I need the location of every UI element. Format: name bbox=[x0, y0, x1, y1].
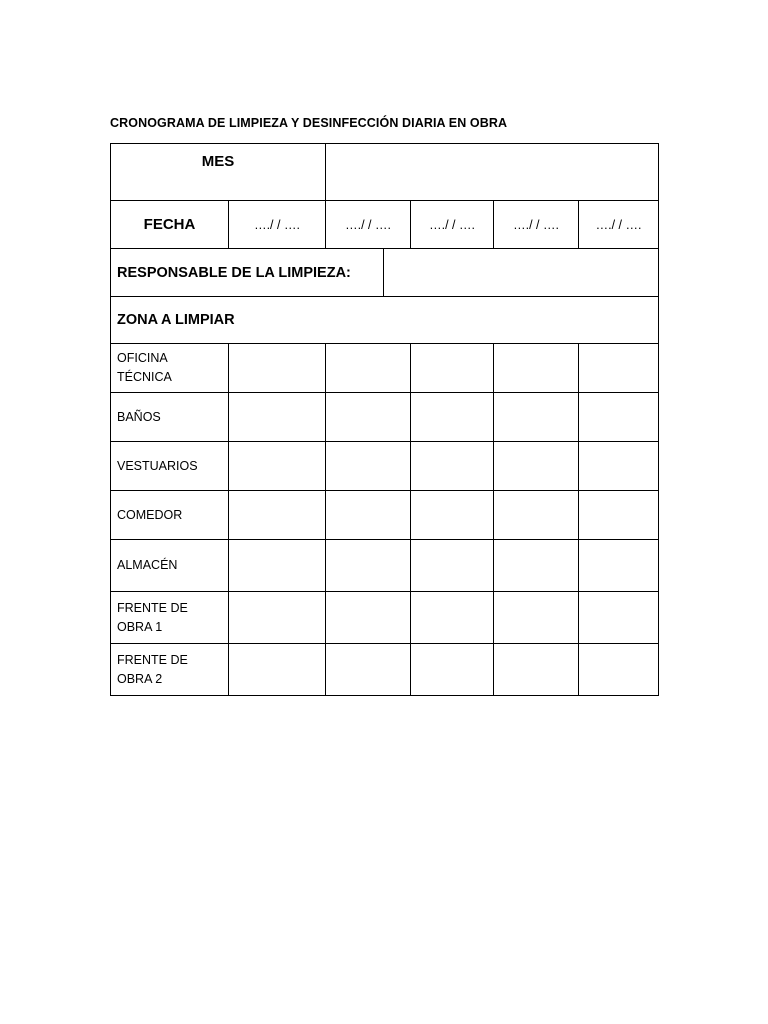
check-cell[interactable] bbox=[494, 491, 579, 540]
check-cell[interactable] bbox=[326, 491, 411, 540]
check-cell[interactable] bbox=[494, 393, 579, 442]
check-cell[interactable] bbox=[579, 644, 659, 696]
area-label: OFICINA TÉCNICA bbox=[111, 344, 229, 393]
check-cell[interactable] bbox=[229, 592, 326, 644]
area-label: FRENTE DE OBRA 1 bbox=[111, 592, 229, 644]
check-cell[interactable] bbox=[494, 540, 579, 592]
check-cell[interactable] bbox=[494, 344, 579, 393]
check-cell[interactable] bbox=[326, 540, 411, 592]
check-cell[interactable] bbox=[579, 491, 659, 540]
area-label: FRENTE DE OBRA 2 bbox=[111, 644, 229, 696]
zone-header-row bbox=[111, 297, 659, 344]
month-row bbox=[111, 144, 659, 201]
table-row bbox=[111, 491, 659, 540]
date-cell-2[interactable]: …./ / …. bbox=[326, 201, 411, 249]
check-cell[interactable] bbox=[411, 344, 494, 393]
table-row bbox=[111, 344, 659, 393]
area-label: COMEDOR bbox=[111, 491, 229, 540]
check-cell[interactable] bbox=[229, 393, 326, 442]
check-cell[interactable] bbox=[579, 442, 659, 491]
zone-label: ZONA A LIMPIAR bbox=[111, 297, 659, 344]
check-cell[interactable] bbox=[229, 344, 326, 393]
check-cell[interactable] bbox=[494, 442, 579, 491]
check-cell[interactable] bbox=[229, 540, 326, 592]
check-cell[interactable] bbox=[411, 592, 494, 644]
date-cell-5[interactable]: …./ / …. bbox=[579, 201, 659, 249]
check-cell[interactable] bbox=[579, 540, 659, 592]
date-cell-4[interactable]: …./ / …. bbox=[494, 201, 579, 249]
check-cell[interactable] bbox=[411, 491, 494, 540]
check-cell[interactable] bbox=[411, 540, 494, 592]
area-label: ALMACÉN bbox=[111, 540, 229, 592]
check-cell[interactable] bbox=[326, 393, 411, 442]
cleaning-schedule-table bbox=[110, 143, 659, 696]
check-cell[interactable] bbox=[229, 491, 326, 540]
table-row bbox=[111, 393, 659, 442]
responsible-label: RESPONSABLE DE LA LIMPIEZA: bbox=[111, 249, 384, 296]
month-value-cell[interactable] bbox=[326, 144, 659, 201]
table-row bbox=[111, 442, 659, 491]
check-cell[interactable] bbox=[326, 344, 411, 393]
month-label: MES bbox=[111, 144, 326, 201]
check-cell[interactable] bbox=[411, 442, 494, 491]
check-cell[interactable] bbox=[494, 592, 579, 644]
area-label: BAÑOS bbox=[111, 393, 229, 442]
check-cell[interactable] bbox=[326, 592, 411, 644]
responsible-cell bbox=[111, 249, 659, 297]
check-cell[interactable] bbox=[579, 393, 659, 442]
table-row bbox=[111, 644, 659, 696]
document-title: CRONOGRAMA DE LIMPIEZA Y DESINFECCIÓN DIARIA EN OBRA bbox=[110, 116, 508, 130]
check-cell[interactable] bbox=[579, 344, 659, 393]
date-cell-3[interactable]: …./ / …. bbox=[411, 201, 494, 249]
check-cell[interactable] bbox=[326, 644, 411, 696]
date-label: FECHA bbox=[111, 201, 229, 249]
check-cell[interactable] bbox=[229, 442, 326, 491]
check-cell[interactable] bbox=[411, 644, 494, 696]
check-cell[interactable] bbox=[579, 592, 659, 644]
responsible-value[interactable] bbox=[384, 249, 658, 296]
table-row bbox=[111, 540, 659, 592]
check-cell[interactable] bbox=[326, 442, 411, 491]
area-label: VESTUARIOS bbox=[111, 442, 229, 491]
date-row bbox=[111, 201, 659, 249]
check-cell[interactable] bbox=[229, 644, 326, 696]
date-cell-1[interactable]: …./ / …. bbox=[229, 201, 326, 249]
check-cell[interactable] bbox=[411, 393, 494, 442]
table-row bbox=[111, 592, 659, 644]
responsible-row bbox=[111, 249, 659, 297]
check-cell[interactable] bbox=[494, 644, 579, 696]
